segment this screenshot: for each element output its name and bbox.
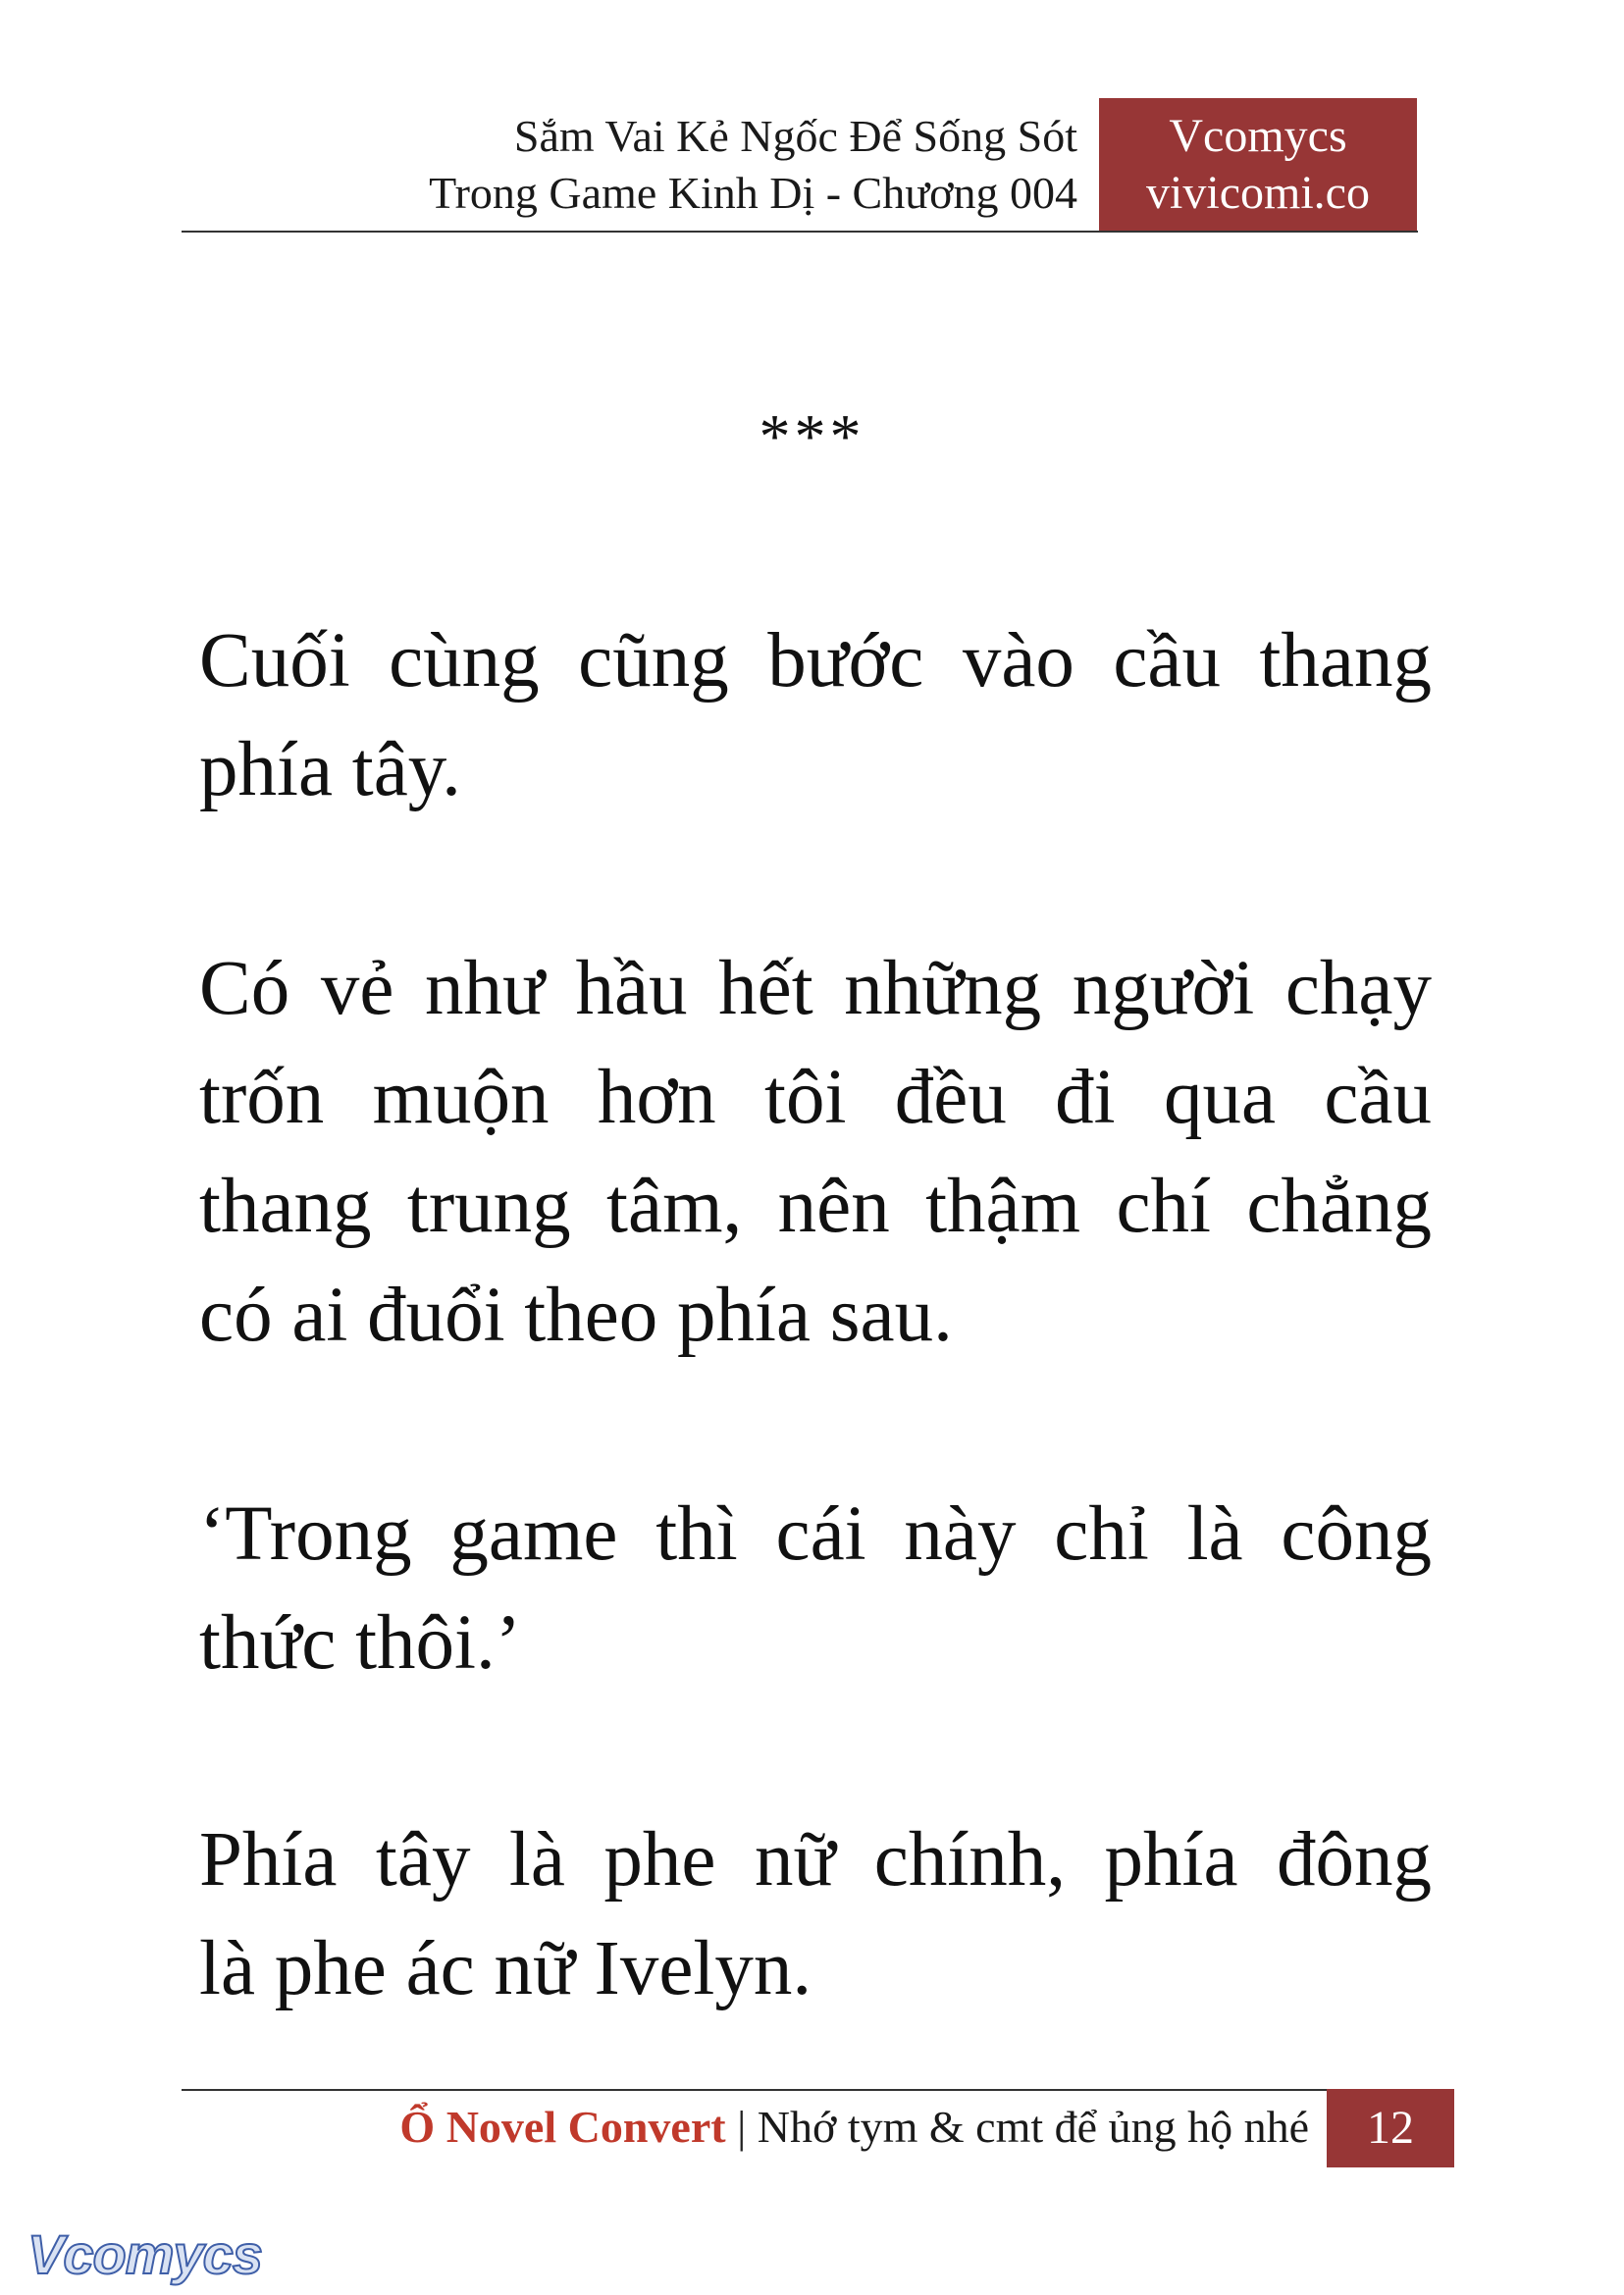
paragraph-3 xyxy=(199,1480,1432,1697)
page-number-badge: 12 xyxy=(1327,2089,1454,2167)
header-title-line1: Sắm Vai Kẻ Ngốc Để Sống Sót xyxy=(513,111,1077,161)
paragraph-line: phía tây. xyxy=(199,727,461,812)
watermark-logo: Vcomycs xyxy=(27,2223,262,2285)
paragraph-line: thang trung tâm, nên thậm chí chẳng xyxy=(199,1164,1432,1249)
paragraph-line: trốn muộn hơn tôi đều đi qua cầu xyxy=(199,1055,1432,1140)
paragraph-2 xyxy=(199,934,1432,1370)
footer-message: Nhớ tym & cmt để ủng hộ nhé xyxy=(757,2102,1309,2152)
footer-brand: Ổ Novel Convert xyxy=(399,2102,726,2152)
paragraph-4 xyxy=(199,1805,1432,2023)
header-brand-name: Vcomycs xyxy=(1169,110,1347,162)
header-title-line2: Trong Game Kinh Dị - Chương 004 xyxy=(429,168,1077,218)
footer xyxy=(196,2093,1309,2162)
paragraph-line: là phe ác nữ Ivelyn. xyxy=(199,1926,812,2011)
header-divider-line xyxy=(182,231,1418,233)
paragraph-line: ‘Trong game thì cái này chỉ là công xyxy=(199,1491,1432,1577)
footer-divider-line xyxy=(182,2089,1398,2091)
paragraph-line: thức thôi.’ xyxy=(199,1600,522,1686)
header-title xyxy=(196,108,1077,222)
footer-separator: | xyxy=(737,2102,747,2152)
paragraph-line: có ai đuổi theo phía sau. xyxy=(199,1273,953,1358)
paragraph-line: Phía tây là phe nữ chính, phía đông xyxy=(199,1817,1432,1903)
paragraph-line: Có vẻ như hầu hết những người chạy xyxy=(199,946,1432,1031)
header-brand-site: vivicomi.co xyxy=(1146,167,1370,219)
paragraph-1 xyxy=(199,606,1432,824)
scene-break: *** xyxy=(759,401,865,471)
paragraph-line: Cuối cùng cũng bước vào cầu thang xyxy=(199,618,1432,704)
header-brand-badge xyxy=(1099,98,1417,232)
